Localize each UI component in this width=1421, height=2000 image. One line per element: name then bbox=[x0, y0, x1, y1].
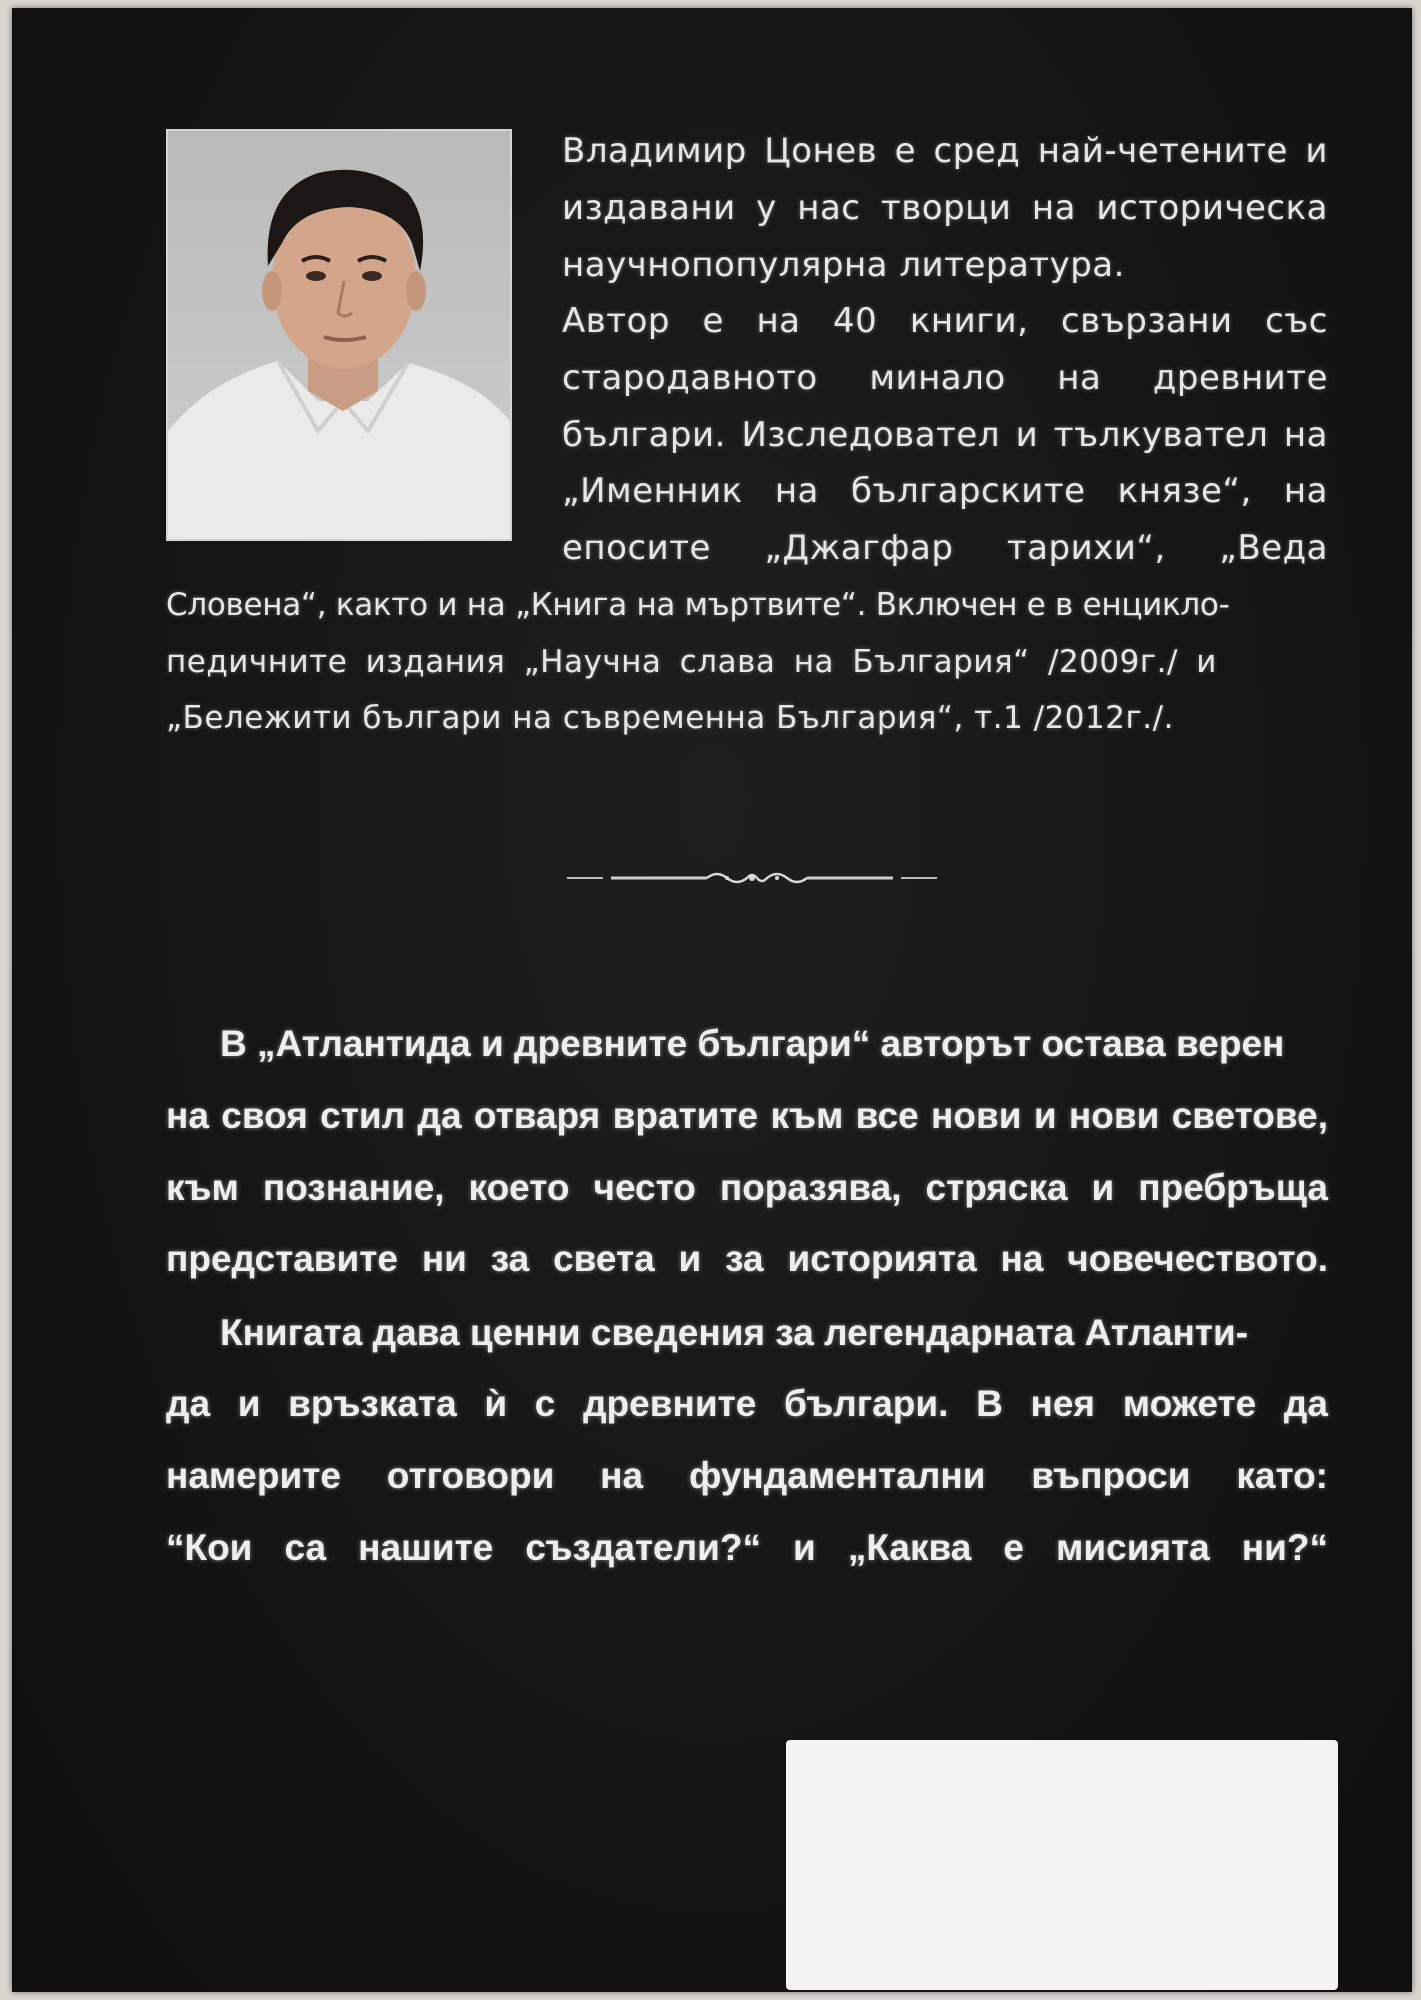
bio-line-7: „Именник на българските князе“, на bbox=[562, 471, 1328, 511]
description-line-2: на своя стил да отваря вратите към все нови и нови светове, bbox=[166, 1095, 1328, 1136]
bio-line-9: Словена“, както и на „Книга на мъртвите“. Включен е в енцикло- bbox=[166, 587, 1230, 623]
bio-line-5: стародавното минало на древните bbox=[562, 358, 1328, 398]
ornament-divider bbox=[567, 866, 937, 890]
bio-line-8: епосите „Джагфар тарихи“, „Веда bbox=[562, 528, 1328, 568]
description-line-7: намерите отговори на фундаментални въпроси като: bbox=[166, 1455, 1328, 1496]
description-line-1: В „Атлантида и древните българи“ авторът остава верен bbox=[220, 1023, 1285, 1064]
description-line-8: “Кои са нашите създатели?“ и „Каква е мисията ни?“ bbox=[166, 1527, 1328, 1568]
description-line-4: представите ни за света и за историята на човечеството. bbox=[166, 1238, 1328, 1279]
bio-line-3: научнопопулярна литература. bbox=[562, 245, 1125, 285]
bio-line-11: „Бележити българи на съвременна България“, т.1 /2012г./. bbox=[166, 700, 1174, 736]
author-portrait-image bbox=[168, 131, 510, 539]
bio-line-4: Автор е на 40 книги, свързани със bbox=[562, 301, 1328, 341]
author-photo bbox=[166, 129, 512, 541]
bio-line-1: Владимир Цонев е сред най-четените и bbox=[562, 131, 1328, 171]
description-line-3: към познание, което често поразява, стряска и пребръща bbox=[166, 1167, 1328, 1208]
description-line-5: Книгата дава ценни сведения за легендарната Атланти- bbox=[220, 1312, 1249, 1353]
book-back-cover bbox=[12, 8, 1412, 1992]
barcode-sticker bbox=[786, 1740, 1338, 1990]
description-line-6: да и връзката ѝ с древните българи. В нея можете да bbox=[166, 1383, 1328, 1424]
bio-line-6: българи. Изследовател и тълкувател на bbox=[562, 415, 1328, 455]
bio-line-10: педичните издания „Научна слава на България“ /2009г./ и bbox=[166, 644, 1217, 680]
bio-line-2: издавани у нас творци на историческа bbox=[562, 188, 1328, 228]
